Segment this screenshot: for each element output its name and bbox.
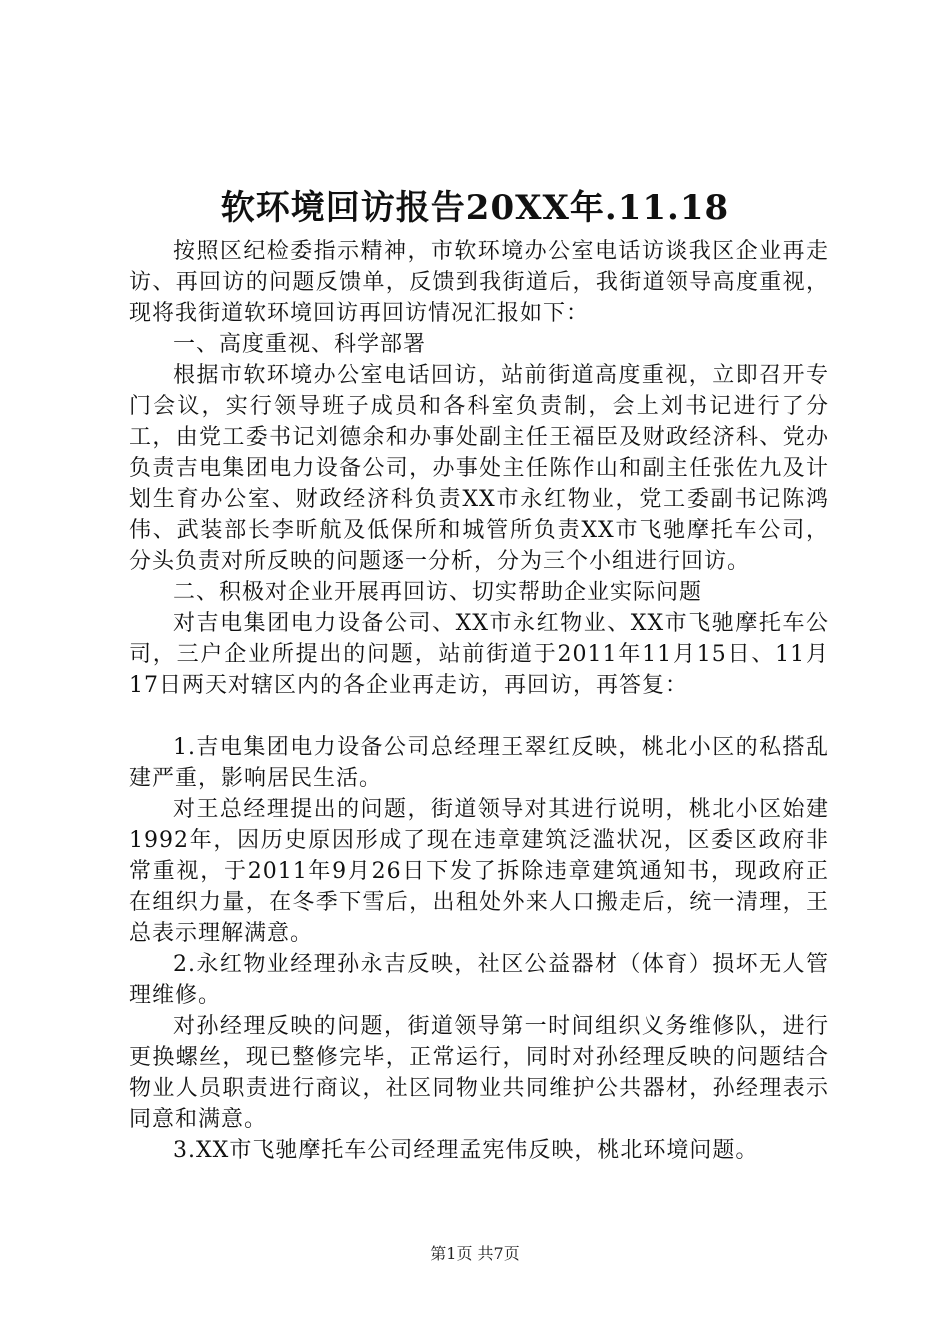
item-2: 2.永红物业经理孙永吉反映，社区公益器材（体育）损坏无人管理维修。 [129,952,829,1008]
paragraph-section-2: 对吉电集团电力设备公司、XX市永红物业、XX市飞驰摩托车公司，三户企业所提出的问题，站前街道于2011年11月15日、11月17日两天对辖区内的各企业再走访，再回访，再答复： [129,611,829,698]
item-1: 1.吉电集团电力设备公司总经理王翠红反映，桃北小区的私搭乱建严重，影响居民生活。 [129,735,829,791]
item-2-response: 对孙经理反映的问题，街道领导第一时间组织义务维修队，进行更换螺丝，现已整修完毕，正常运行，同时对孙经理反映的问题结合物业人员职责进行商议，社区同物业共同维护公共器材，孙经理表示同意和满意。 [129,1014,829,1132]
item-3: 3.XX市飞驰摩托车公司经理孟宪伟反映，桃北环境问题。 [173,1138,759,1163]
document-body [129,236,829,1166]
paragraph-section-1: 根据市软环境办公室电话回访，站前街道高度重视，立即召开专门会议，实行领导班子成员和各科室负责制，会上刘书记进行了分工，由党工委书记刘德余和办事处副主任王福臣及财政经济科、党办负责吉电集团电力设备公司，办事处主任陈作山和副主任张佐九及计划生育办公室、财政经济科负责XX市永红物业，党工委副书记陈鸿伟、武装部长李昕航及低保所和城管所负责XX市飞驰摩托车公司，分头负责对所反映的问题逐一分析，分为三个小组进行回访。 [129,363,829,574]
paragraph-intro: 按照区纪检委指示精神，市软环境办公室电话访谈我区企业再走访、再回访的问题反馈单，反馈到我街道后，我街道领导高度重视，现将我街道软环境回访再回访情况汇报如下： [129,239,829,326]
section-heading-2: 二、积极对企业开展再回访、切实帮助企业实际问题 [173,580,703,605]
blank-line [129,701,829,732]
section-heading-1: 一、高度重视、科学部署 [173,332,427,357]
document-title: 软环境回访报告20XX年.11.18 [220,188,730,228]
item-1-response: 对王总经理提出的问题，街道领导对其进行说明，桃北小区始建1992年，因历史原因形成了现在违章建筑泛滥状况，区委区政府非常重视，于2011年9月26日下发了拆除违章建筑通知书，现政府正在组织力量，在冬季下雪后，出租处外来人口搬走后，统一清理，王总表示理解满意。 [129,797,829,946]
page-footer: 第1页 共7页 [430,1244,520,1263]
